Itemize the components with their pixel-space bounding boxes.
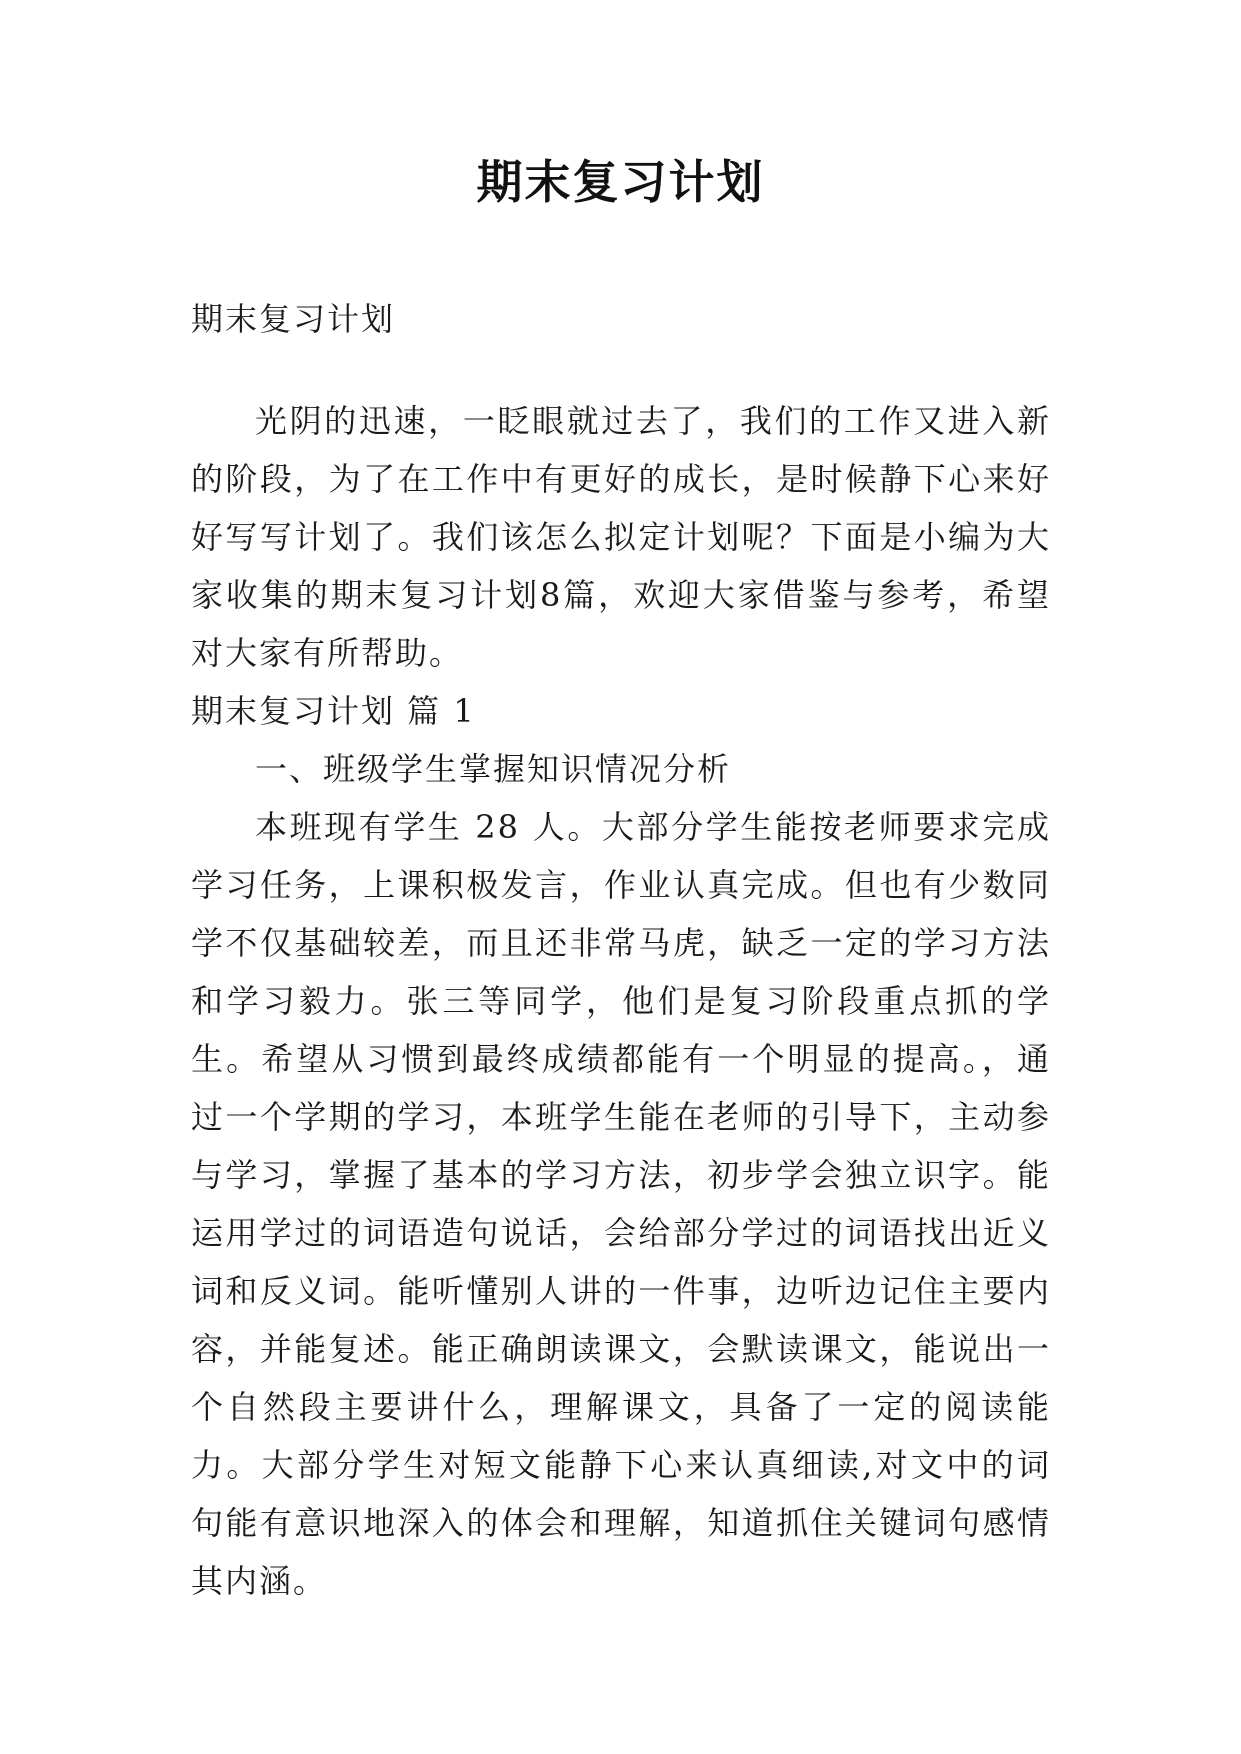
intro-paragraph: 光阴的迅速，一眨眼就过去了，我们的工作又进入新的阶段，为了在工作中有更好的成长，是时候静下心来好好写写计划了。我们该怎么拟定计划呢？下面是小编为大家收集的期末复习计划8篇，欢迎大家借鉴与参考，希望对大家有所帮助。 bbox=[191, 402, 1051, 672]
body-paragraph: 本班现有学生 28 人。大部分学生能按老师要求完成学习任务，上课积极发言，作业认真完成。但也有少数同学不仅基础较差，而且还非常马虎，缺乏一定的学习方法和学习毅力。张三等同学，他们是复习阶段重点抓的学生。希望从习惯到最终成绩都能有一个明显的提高。，通过一个学期的学习，本班学生能在老师的引导下，主动参与学习，掌握了基本的学习方法，初步学会独立识字。能运用学过的词语造句说话，会给部分学过的词语找出近义词和反义词。能听懂别人讲的一件事，边听边记住主要内容，并能复述。能正确朗读课文，会默读课文，能说出一个自然段主要讲什么，理解课文，具备了一定的阅读能力。大部分学生对短文能静下心来认真细读,对文中的词句能有意识地深入的体会和理解，知道抓住关键词句感情其内涵。 bbox=[191, 808, 1051, 1600]
section-subheading: 一、班级学生掌握知识情况分析 bbox=[255, 750, 732, 788]
document-subtitle: 期末复习计划 bbox=[191, 300, 396, 338]
document-title: 期末复习计划 bbox=[476, 155, 765, 209]
section-heading: 期末复习计划 篇 1 bbox=[191, 692, 476, 730]
document-body bbox=[191, 290, 1051, 1610]
